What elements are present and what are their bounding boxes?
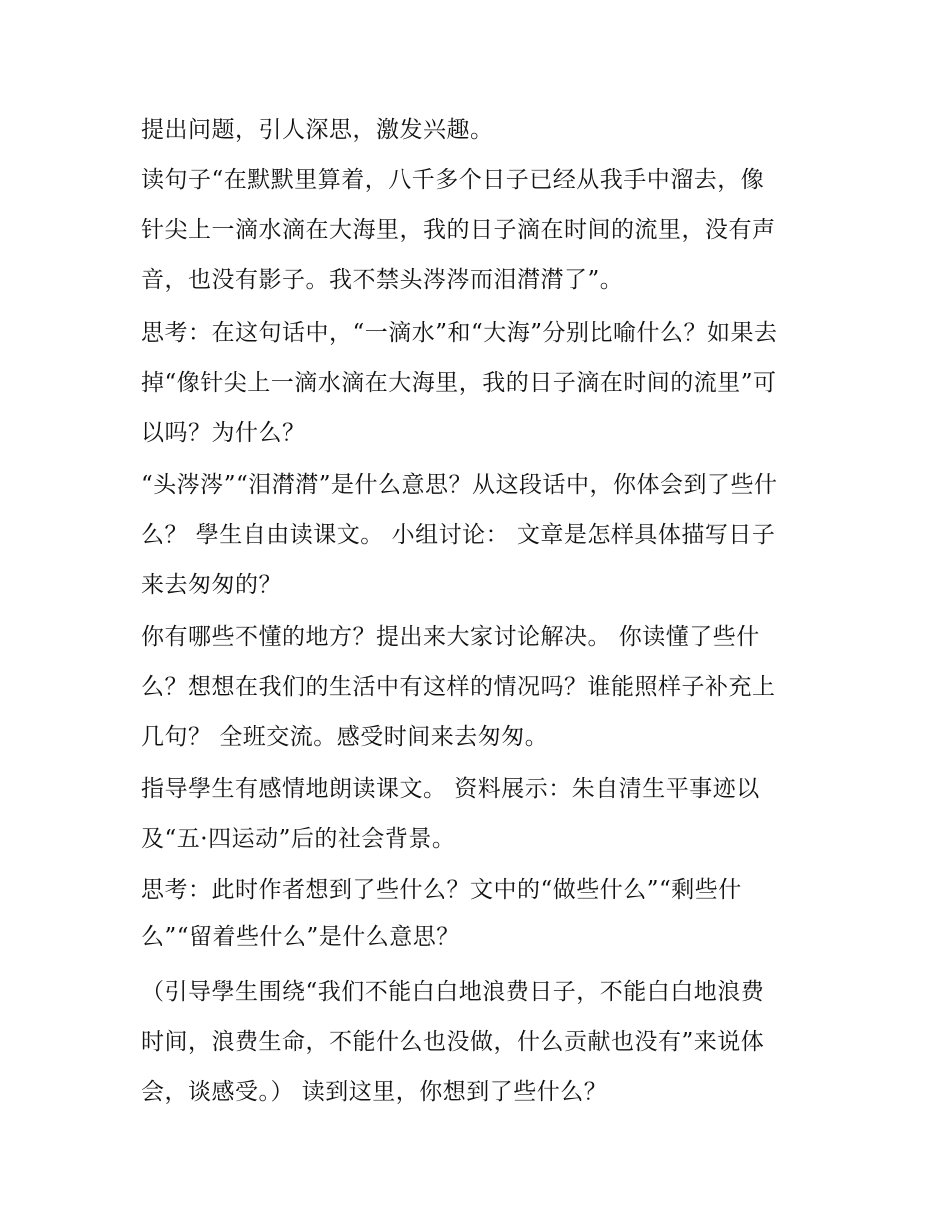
text-line: 读句子“在默默里算着，八千多个日子已经从我手中溜去，像 bbox=[141, 167, 765, 193]
text-line: “头涔涔”“泪潸潸”是什么意思？从这段话中，你体会到了些什 bbox=[141, 472, 778, 498]
text-line: 音，也没有影子。我不禁头涔涔而泪潸潸了”。 bbox=[141, 267, 624, 293]
text-line: 思考：此时作者想到了些什么？文中的“做些什么”“剩些什 bbox=[141, 877, 742, 903]
text-line: 你有哪些不懂的地方？提出来大家讨论解决。 你读懂了些什 bbox=[141, 624, 760, 650]
text-line: 会，谈感受。） 读到这里，你想到了些什么？ bbox=[141, 1079, 608, 1105]
text-line: 及“五·四运动”后的社会背景。 bbox=[141, 826, 456, 852]
text-line: 么？想想在我们的生活中有这样的情况吗？谁能照样子补充上 bbox=[141, 674, 776, 700]
text-line: （引导學生围绕“我们不能白白地浪费日子，不能白白地浪费 bbox=[141, 979, 765, 1005]
text-line: 几句？ 全班交流。感受时间来去匆匆。 bbox=[141, 724, 549, 750]
text-line: 来去匆匆的？ bbox=[141, 572, 282, 598]
text-line: 么”“留着些什么”是什么意思？ bbox=[141, 924, 460, 950]
text-line: 么？ 學生自由读课文。 小组讨论： 文章是怎样具体描写日子 bbox=[141, 522, 776, 548]
text-line: 以吗？为什么？ bbox=[141, 420, 306, 446]
text-line: 指导學生有感情地朗读课文。 资料展示：朱自清生平事迹以 bbox=[141, 776, 760, 802]
text-line: 针尖上一滴水滴在大海里，我的日子滴在时间的流里，没有声 bbox=[141, 217, 776, 243]
text-line: 掉“像针尖上一滴水滴在大海里，我的日子滴在时间的流里”可 bbox=[141, 370, 777, 396]
text-line: 提出问题，引人深思，激发兴趣。 bbox=[141, 117, 494, 143]
text-line: 时间，浪费生命，不能什么也没做，什么贡献也没有”来说体 bbox=[141, 1029, 765, 1055]
text-line: 思考：在这句话中，“一滴水”和“大海”分别比喻什么？如果去 bbox=[141, 320, 778, 346]
